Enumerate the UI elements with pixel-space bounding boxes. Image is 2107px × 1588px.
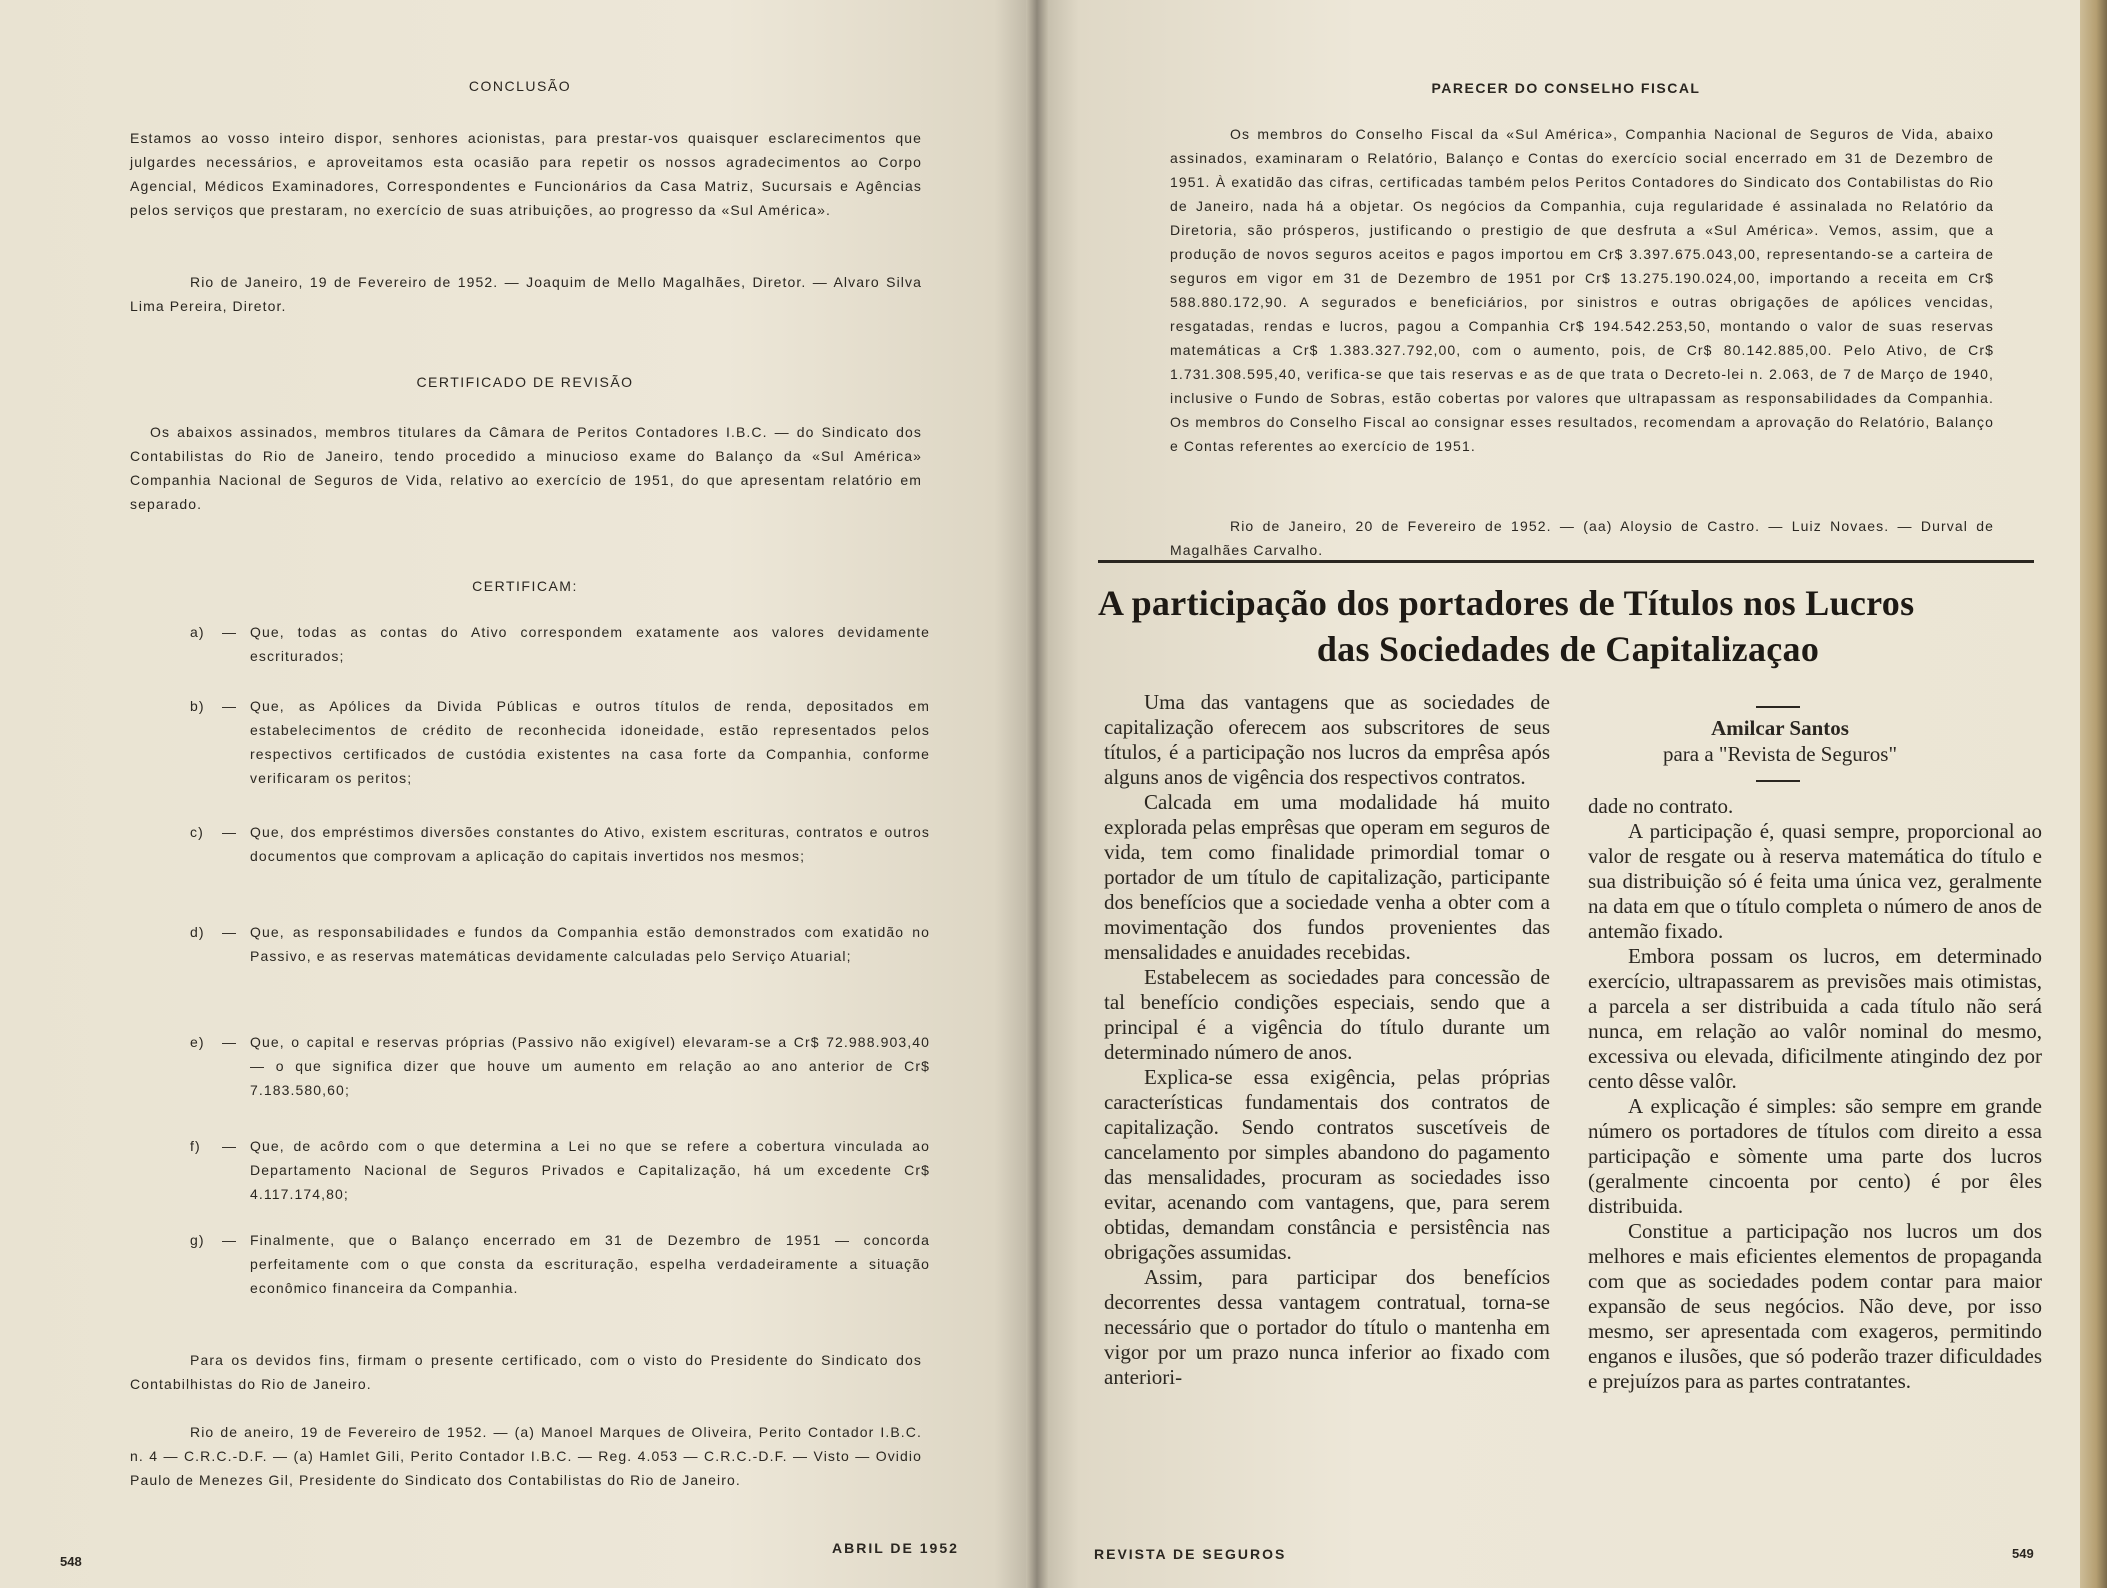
certificam-item-e <box>190 1030 930 1110</box>
article-paragraph: Estabelecem as sociedades para concessão de tal benefício condições especiais, sendo que a principal é a vigência do título durante um determinado número de anos. <box>1104 965 1550 1064</box>
item-dash: — <box>222 824 238 840</box>
item-text: Finalmente, que o Balanço encerrado em 31 de Dezembro de 1951 — concorda perfeitamente com o que consta da escrituração, espelha verdadeiramente a situação econômico financeira da Companhia. <box>250 1232 930 1296</box>
item-text: Que, as Apólices da Divida Públicas e outros títulos de renda, depositados em estabelecimentos de crédito de reconhecida idoneidade, estão representados pelos respectivos certificados de custódia existentes na casa forte da Companhia, conforme verificaram os peritos; <box>250 698 930 786</box>
article-paragraph: A explicação é simples: são sempre em grande número os portadores de títulos com direito a essa participação e sòmente uma parte dos lucros (geralmente cincoenta por cento) é por êles distribuida. <box>1588 1094 2042 1218</box>
article-title-line1: A participação dos portadores de Títulos nos Lucros <box>1098 583 1915 623</box>
parecer-body: Os membros do Conselho Fiscal da «Sul América», Companhia Nacional de Seguros de Vida, abaixo assinados, examinaram o Relatório, Balanço e Contas do exercício social encerrado em 31 de Dezembro de 1951. À exatidão das cifras, certificadas também pelos Peritos Contadores do Sindicato dos Contabilistas do Rio de Janeiro, nada há a objetar. Os negócios da Companhia, cuja regularidade é assinalada no Relatório da Diretoria, são prósperos, justificando o prestigio de que desfruta a «Sul América». Vemos, assim, que a produção de novos seguros aceitos e pagos importou em Cr$ 3.397.675.043,00, representando-se a carteira de seguros em vigor em 31 de Dezembro de 1951 por Cr$ 13.275.190.024,00, importando a receita em Cr$ 588.880.172,90. A segurados e beneficiários, por sinistros e outras obrigações de apólices vencidas, resgatadas, rendas e lucros, pagou a Companhia Cr$ 194.542.253,50, montando o valor de suas reservas matemáticas a Cr$ 1.383.327.792,00, com o aumento, pois, de Cr$ 80.142.885,00. Pelo Ativo, de Cr$ 1.731.308.595,40, verifica-se que tais reservas e as de que trata o Decreto-lei n. 2.063, de 7 de Março de 1940, inclusive o Fundo de Sobras, estão cobertas por valores que ultrapassam as responsabilidades da Companhia. Os membros do Conselho Fiscal ao consignar esses resultados, recomendam a aprovação do Relatório, Balanço e Contas referentes ao exercício de 1951. <box>1170 126 1994 454</box>
byline-rule-top <box>1756 706 1800 708</box>
certificam-item-f <box>190 1134 930 1214</box>
item-label: f) <box>190 1138 201 1154</box>
item-label: a) <box>190 624 205 640</box>
item-dash: — <box>222 1232 238 1248</box>
item-text: Que, dos empréstimos diversões constantes do Ativo, existem escrituras, contratos e outros documentos que comprovam a aplicação do capitais invertidos nos mesmos; <box>250 824 930 864</box>
certificam-item-g <box>190 1228 930 1308</box>
certificam-item-a <box>190 620 930 680</box>
footer-date: ABRIL DE 1952 <box>832 1540 959 1556</box>
page-number-right: 549 <box>2012 1546 2034 1561</box>
article-paragraph: Assim, para participar dos benefícios decorrentes dessa vantagem contratual, torna-se necessário que o portador do título o mantenha em vigor por um prazo nunca inferior ao fixado com anteriori- <box>1104 1265 1550 1389</box>
conclusao-heading: CONCLUSÃO <box>468 78 572 94</box>
parecer-signature: Rio de Janeiro, 20 de Fevereiro de 1952. — (aa) Aloysio de Castro. — Luiz Novaes. — Durval de Magalhães Carvalho. <box>1170 518 1994 558</box>
item-label: b) <box>190 698 205 714</box>
certificado-signature: Rio de aneiro, 19 de Fevereiro de 1952. — (a) Manoel Marques de Oliveira, Perito Contador I.B.C. n. 4 — C.R.C.-D.F. — (a) Hamlet Gili, Perito Contador I.B.C. — Reg. 4.053 — C.R.C.-D.F. — Visto — Ovidio Paulo de Menezes Gil, Presidente do Sindicato dos Contabilistas do Rio de Janeiro. <box>130 1424 922 1488</box>
article-paragraph: Uma das vantagens que as sociedades de capitalização oferecem aos subscritores de seus títulos, é a participação nos lucros da emprêsa após alguns anos de vigência dos respectivos contratos. <box>1104 690 1550 789</box>
item-text: Que, de acôrdo com o que determina a Lei no que se refere a cobertura vinculada ao Departamento Nacional de Seguros Privados e Capitalização, há um excedente Cr$ 4.117.174,80; <box>250 1138 930 1202</box>
article-paragraph: Constitue a participação nos lucros um dos melhores e mais eficientes elementos de propaganda com que as sociedades podem contar para maior expansão de seus negócios. Não deve, por isso mesmo, ser apresentada com exageros, permitindo enganos e ilusões, que só poderão trazer dificuldades e prejuízos para as partes contratantes. <box>1588 1219 2042 1393</box>
article-paragraph: Embora possam os lucros, em determinado exercício, ultrapassarem as previsões mais otimistas, a parcela a ser distribuida a cada título não será nunca, em relação ao valôr nominal do mesmo, excessiva ou elevada, dificilmente atingindo dez por cento dêsse valôr. <box>1588 944 2042 1093</box>
page-number-left: 548 <box>60 1554 82 1569</box>
article-column-2 <box>1588 794 2042 1394</box>
left-page <box>0 0 1036 1588</box>
item-label: c) <box>190 824 204 840</box>
parecer-heading: PARECER DO CONSELHO FISCAL <box>1431 80 1701 96</box>
conclusao-body: Estamos ao vosso inteiro dispor, senhores acionistas, para prestar-vos quaisquer esclarecimentos que julgardes necessários, e aproveitamos esta ocasião para repetir os nossos agradecimentos ao Corpo Agencial, Médicos Examinadores, Correspondentes e Funcionários da Casa Matriz, Sucursais e Agências pelos serviços que prestaram, no exercício de suas atribuições, ao progresso da «Sul América». <box>130 130 922 218</box>
article-paragraph: Explica-se essa exigência, pelas próprias características fundamentais dos contratos de capitalização. Sendo contratos suscetíveis de cancelamento por simples abandono do pagamento das mensalidades, procuram as sociedades isso evitar, acenando com vantagens, que, para serem obtidas, demandam constância e persistência nas obrigações assumidas. <box>1104 1065 1550 1264</box>
item-dash: — <box>222 924 238 940</box>
certificam-item-b <box>190 694 930 804</box>
item-dash: — <box>222 1138 238 1154</box>
footer-magazine-name: REVISTA DE SEGUROS <box>1094 1546 1287 1562</box>
item-text: Que, o capital e reservas próprias (Passivo não exigível) elevaram-se a Cr$ 72.988.903,40 — o que significa dizer que houve um aumento em relação ao ano anterior de Cr$ 7.183.580,60; <box>250 1034 930 1098</box>
article-title-line2: das Sociedades de Capitalizaçao <box>1316 629 1820 669</box>
certificam-heading: CERTIFICAM: <box>472 578 578 594</box>
article-author: Amilcar Santos <box>1711 716 1849 740</box>
article-paragraph: Calcada em uma modalidade há muito explorada pelas emprêsas que operam em seguros de vida, tem como finalidade primordial tomar o portador de um título de capitalização, participante dos benefícios que a sociedade venha a obter com a movimentação dos fundos provenientes das mensalidades e anuidades recebidas. <box>1104 790 1550 964</box>
item-label: e) <box>190 1034 205 1050</box>
certificam-item-d <box>190 920 930 1000</box>
item-text: Que, as responsabilidades e fundos da Companhia estão demonstrados com exatidão no Passivo, e as reservas matemáticas devidamente calculadas pelo Serviço Atuarial; <box>250 924 930 964</box>
item-dash: — <box>222 624 238 640</box>
item-label: g) <box>190 1232 205 1248</box>
article-top-rule <box>1098 560 2034 563</box>
certificado-body: Os abaixos assinados, membros titulares da Câmara de Peritos Contadores I.B.C. — do Sindicato dos Contabilistas do Rio de Janeiro, tendo procedido a minucioso exame do Balanço da «Sul América» Companhia Nacional de Seguros de Vida, relativo ao exercício de 1951, do que apresentam relatório em separado. <box>130 424 922 512</box>
certificado-closing: Para os devidos fins, firmam o presente certificado, com o visto do Presidente do Sindicato dos Contabilhistas do Rio de Janeiro. <box>130 1352 922 1392</box>
byline-rule-bottom <box>1756 780 1800 782</box>
conclusao-signature: Rio de Janeiro, 19 de Fevereiro de 1952. — Joaquim de Mello Magalhães, Diretor. — Alvaro Silva Lima Pereira, Diretor. <box>130 274 922 314</box>
article-paragraph: A participação é, quasi sempre, proporcional ao valor de resgate ou à reserva matemática do título e sua distribuição só é feita uma única vez, geralmente na data em que o título completa o número de anos de antemão fixado. <box>1588 819 2042 943</box>
item-dash: — <box>222 1034 238 1050</box>
item-label: d) <box>190 924 205 940</box>
certificam-item-c <box>190 820 930 900</box>
page-edge <box>2080 0 2107 1588</box>
certificado-heading: CERTIFICADO DE REVISÃO <box>416 374 634 390</box>
article-paragraph-continued: dade no contrato. <box>1588 794 1734 818</box>
article-for-line: para a "Revista de Seguros" <box>1662 742 1898 766</box>
book-gutter <box>1026 0 1048 1588</box>
article-column-1 <box>1104 690 1550 1390</box>
item-dash: — <box>222 698 238 714</box>
item-text: Que, todas as contas do Ativo correspondem exatamente aos valores devidamente escriturados; <box>250 624 930 664</box>
